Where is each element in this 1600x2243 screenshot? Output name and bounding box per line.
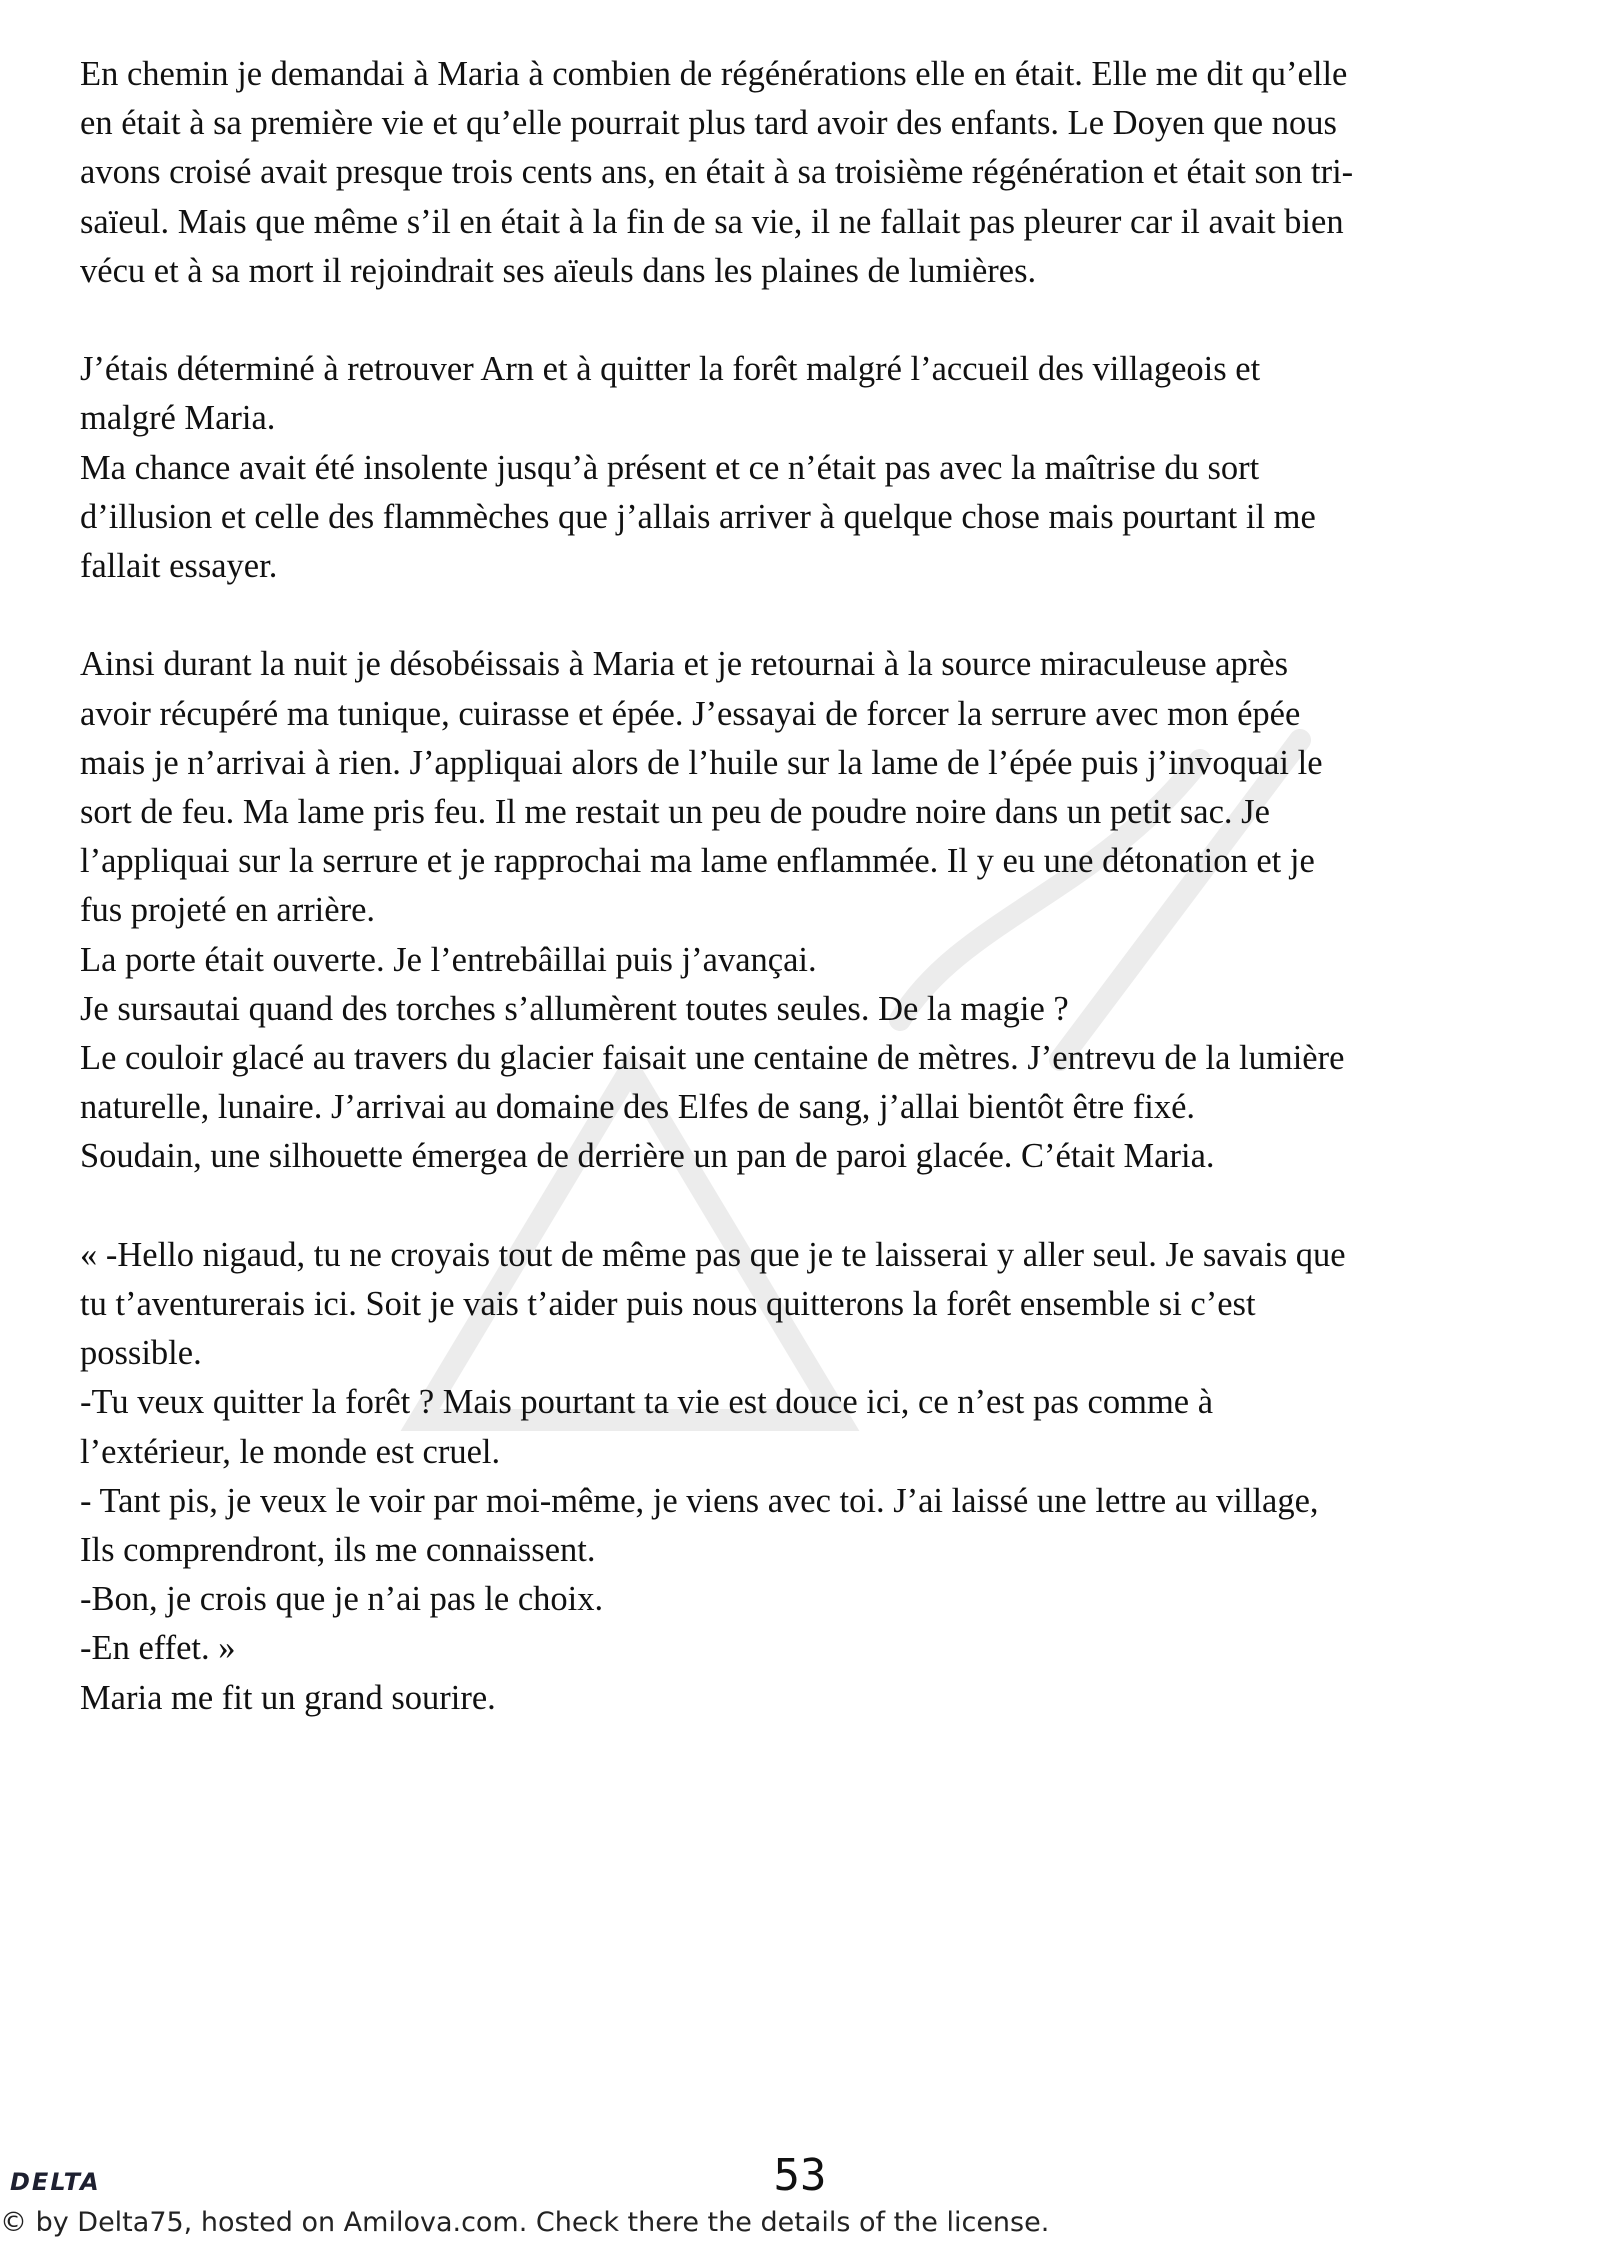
text-line: -Tu veux quitter la forêt ? Mais pourtant ta vie est douce ici, ce n’est pas comme à [80,1383,1214,1422]
text-line: l’appliquai sur la serrure et je rapprochai ma lame enflammée. Il y eu une détonation et je [80,842,1315,881]
text-line: tu t’aventurerais ici. Soit je vais t’aider puis nous quitterons la forêt ensemble si c’est [80,1285,1256,1324]
text-line: Soudain, une silhouette émergea de derrière un pan de paroi glacée. C’était Maria. [80,1137,1215,1176]
paragraph-4 [80,1231,1595,1723]
text-line: Ma chance avait été insolente jusqu’à présent et ce n’était pas avec la maîtrise du sort [80,448,1260,487]
text-line: La porte était ouverte. Je l’entrebâillai puis j’avançai. [80,940,817,979]
paragraph-2 [80,345,1595,591]
text-line: mais je n’arrivai à rien. J’appliquai alors de l’huile sur la lame de l’épée puis j’invoquai le [80,743,1323,782]
text-line: - Tant pis, je veux le voir par moi-même, je viens avec toi. J’ai laissé une lettre au village, [80,1481,1319,1520]
text-line: Ainsi durant la nuit je désobéissais à Maria et je retournai à la source miraculeuse après [80,645,1289,684]
text-line: -En effet. » [80,1629,236,1668]
text-line: l’extérieur, le monde est cruel. [80,1432,501,1471]
text-line: naturelle, lunaire. J’arrivai au domaine des Elfes de sang, j’allai bientôt être fixé. [80,1088,1196,1127]
text-line: J’étais déterminé à retrouver Arn et à quitter la forêt malgré l’accueil des villageois et [80,350,1261,389]
text-line: en était à sa première vie et qu’elle pourrait plus tard avoir des enfants. Le Doyen que nous [80,104,1337,143]
text-line: « -Hello nigaud, tu ne croyais tout de même pas que je te laisserai y aller seul. Je savais que [80,1235,1346,1274]
text-line: possible. [80,1334,202,1373]
paragraph-1 [80,50,1595,296]
text-line: sort de feu. Ma lame pris feu. Il me restait un peu de poudre noire dans un petit sac. Je [80,793,1270,832]
page-number: 53 [773,2150,827,2201]
text-line: Maria me fit un grand sourire. [80,1678,496,1717]
text-line: Je sursautai quand des torches s’allumèrent toutes seules. De la magie ? [80,989,1069,1028]
text-line: fus projeté en arrière. [80,891,376,930]
text-line: vécu et à sa mort il rejoindrait ses aïeuls dans les plaines de lumières. [80,251,1037,290]
text-line: saïeul. Mais que même s’il en était à la fin de sa vie, il ne fallait pas pleurer car il avait bien [80,202,1344,241]
text-line: Le couloir glacé au travers du glacier faisait une centaine de mètres. J’entrevu de la lumière [80,1039,1345,1078]
delta-logo: DELTA [10,2168,101,2196]
page-body [80,50,1595,1772]
paragraph-3 [80,640,1595,1181]
text-line: fallait essayer. [80,547,278,586]
text-line: Ils comprendront, ils me connaissent. [80,1531,596,1570]
text-line: avons croisé avait presque trois cents ans, en était à sa troisième régénération et était son tri- [80,153,1354,192]
text-line: malgré Maria. [80,399,276,438]
text-line: avoir récupéré ma tunique, cuirasse et épée. J’essayai de forcer la serrure avec mon épée [80,694,1301,733]
text-line: En chemin je demandai à Maria à combien de régénérations elle en était. Elle me dit qu’elle [80,55,1348,93]
copyright-notice: © by Delta75, hosted on Amilova.com. Check there the details of the license. [0,2207,1050,2238]
text-line: d’illusion et celle des flammèches que j’allais arriver à quelque chose mais pourtant il me [80,497,1316,536]
text-line: -Bon, je crois que je n’ai pas le choix. [80,1580,604,1619]
